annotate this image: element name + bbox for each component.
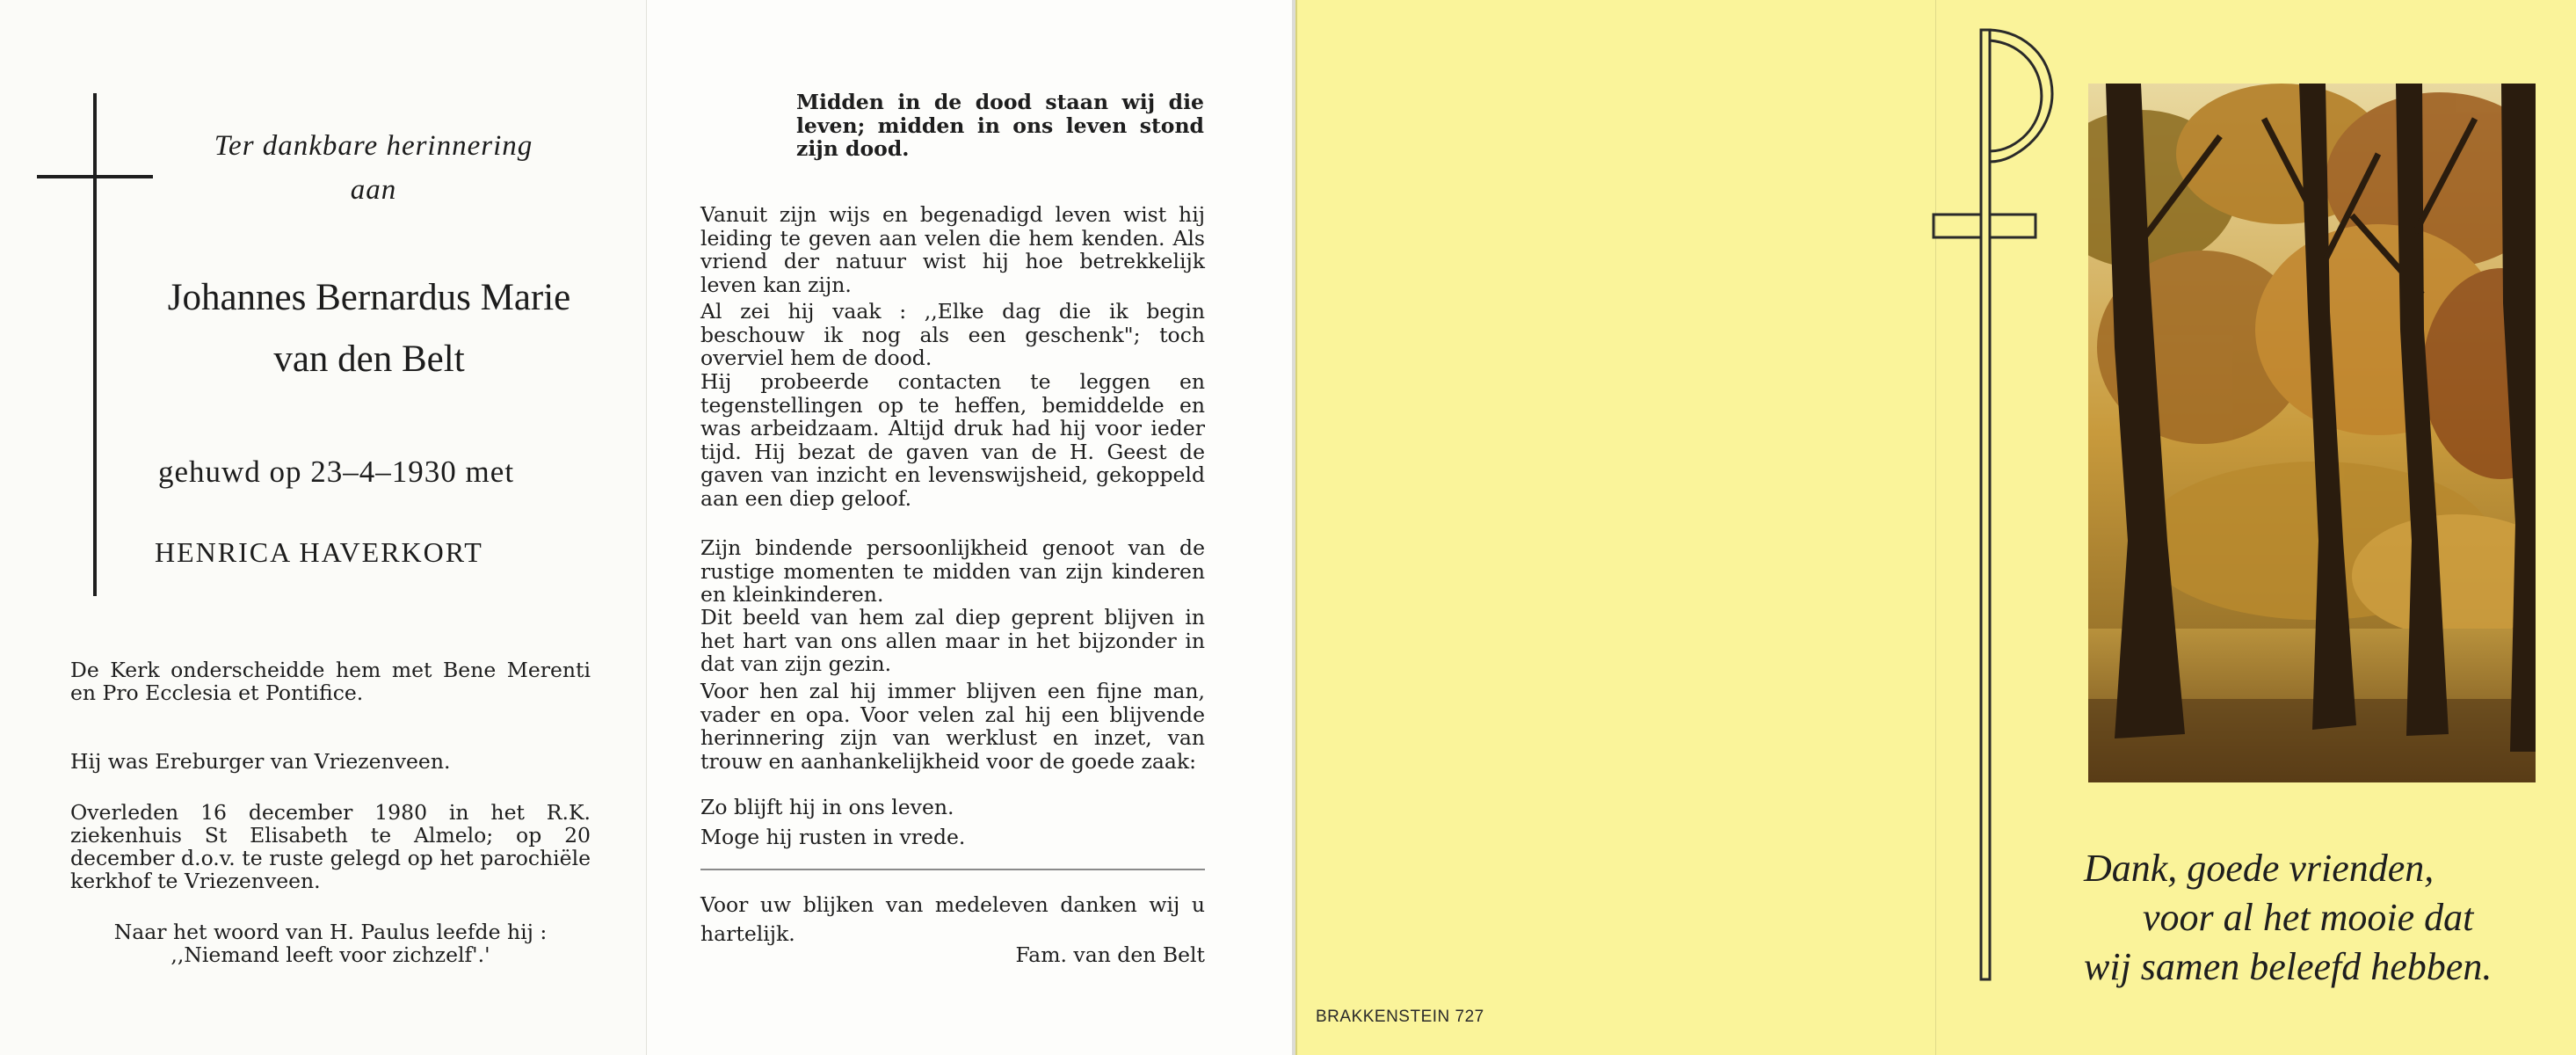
paragraph-2: Al zei hij vaak : ,,Elke dag die ik begin beschouw ik nog als een geschenk"; toch overviel hem de dood. — [700, 299, 1205, 370]
signature: Fam. van den Belt — [1015, 942, 1205, 967]
paragraph-4: Zijn bindende persoonlijkheid genoot van de rustige momenten te midden van zijn kinderen en kleinkinderen. — [700, 535, 1205, 607]
cross-icon — [93, 93, 97, 596]
thanks-line-3: wij samen beleefd hebben. — [2084, 945, 2493, 988]
closing-line-2: Moge hij rusten in vrede. — [700, 825, 966, 849]
thanks-line-2: voor al het mooie dat — [2143, 896, 2474, 939]
dedication-line-2: aan — [350, 174, 397, 206]
memorial-card-back — [1295, 0, 1935, 1055]
honours-text: De Kerk onderscheidde hem met Bene Merenti en Pro Ecclesia et Pontifice. — [70, 658, 591, 705]
chi-rho-cross-icon — [1927, 23, 2076, 986]
spouse-name: HENRICA HAVERKORT — [155, 536, 483, 568]
honorary-citizen-text: Hij was Ereburger van Vriezenveen. — [70, 749, 451, 774]
deceased-name-line-2: van den Belt — [273, 338, 465, 380]
cross-icon-bar — [37, 175, 153, 178]
marriage-line: gehuwd op 23–4–1930 met — [158, 455, 515, 489]
paulus-quote: ,,Niemand leeft voor zichzelf'.' — [171, 942, 490, 967]
closing-line-1: Zo blijft hij in ons leven. — [700, 795, 954, 819]
thanks-line-1: Dank, goede vrienden, — [2084, 847, 2435, 890]
divider — [700, 869, 1205, 870]
dedication-line-1: Ter dankbare herinnering — [214, 130, 533, 162]
paulus-intro: Naar het woord van H. Paulus leefde hij : — [113, 920, 548, 944]
death-burial-text: Overleden 16 december 1980 in het R.K. ziekenhuis St Elisabeth te Almelo; op 20 december d.o.v. te ruste gelegd op het parochiële kerkhof te Vriezenveen. — [70, 800, 591, 893]
thanks-text: Voor uw blijken van medeleven danken wij u hartelijk. — [700, 892, 1205, 946]
forest-photo — [2088, 84, 2536, 782]
deceased-name-line-1: Johannes Bernardus Marie — [167, 277, 571, 318]
memorial-card-left — [0, 0, 646, 1055]
motto: Midden in de dood staan wij die leven; midden in ons leven stond zijn dood. — [796, 90, 1204, 161]
paragraph-1: Vanuit zijn wijs en begenadigd leven wist hij leiding te geven aan velen die hem kenden. Als vriend der natuur wist hij hoe betrekkelijk leven kan zijn. — [700, 202, 1205, 297]
paragraph-6: Voor hen zal hij immer blijven een fijne man, vader en opa. Voor velen zal hij een blijvende herinnering zijn van werklust en inzet, van trouw en aanhankelijkheid voor de goede zaak: — [700, 679, 1205, 774]
publisher-code: BRAKKENSTEIN 727 — [1316, 1008, 1484, 1026]
paragraph-3: Hij probeerde contacten te leggen en tegenstellingen op te heffen, bemiddelde en was arbeidzaam. Altijd druk had hij voor ieder tijd. Hij bezat de gaven van de H. Geest de gaven van inzicht en levenswijsheid, gekoppeld aan een diep geloof. — [700, 369, 1205, 511]
paragraph-5: Dit beeld van hem zal diep geprent blijven in het hart van ons allen maar in het bijzonder in dat van zijn gezin. — [700, 605, 1205, 676]
